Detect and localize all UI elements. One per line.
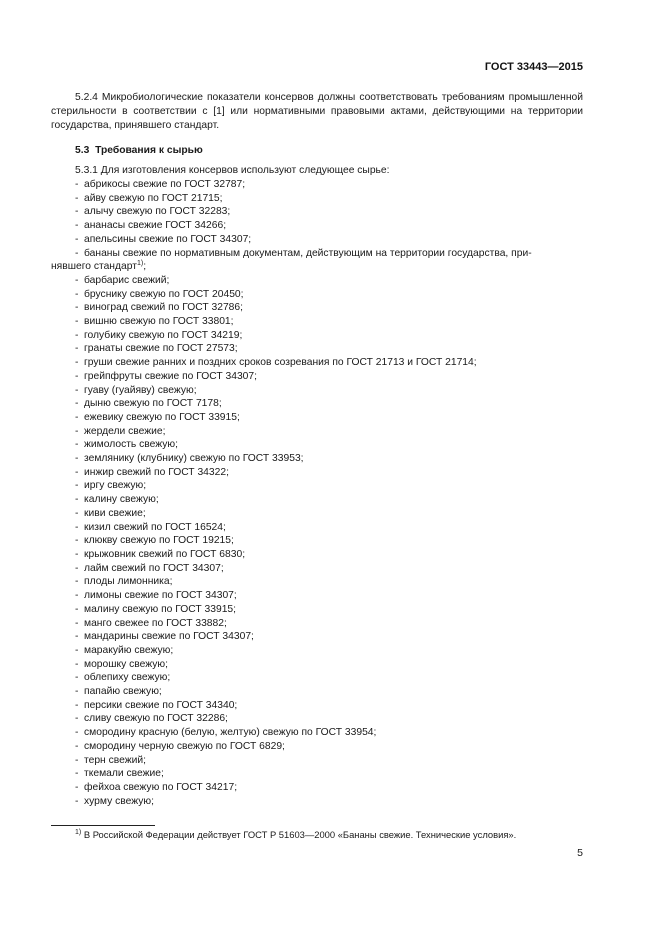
list-item <box>51 247 583 274</box>
list-item-text: бананы свежие по нормативным документам, действующим на территории государства, при- <box>84 247 532 259</box>
list-dash: - <box>75 398 79 410</box>
list-item <box>51 205 583 219</box>
list-item-text: землянику (клубнику) свежую по ГОСТ 33953; <box>84 453 304 465</box>
list-dash: - <box>75 179 79 191</box>
list-item-text: папайю свежую; <box>84 686 162 698</box>
footnote-divider <box>51 825 155 826</box>
list-item <box>51 411 583 425</box>
list-dash: - <box>75 535 79 547</box>
list-item-text: груши свежие ранних и поздних сроков созревания по ГОСТ 21713 и ГОСТ 21714; <box>84 357 477 369</box>
list-item <box>51 438 583 452</box>
list-item-text: кизил свежий по ГОСТ 16524; <box>84 521 226 533</box>
list-item <box>51 452 583 466</box>
list-item-text: гранаты свежие по ГОСТ 27573; <box>84 343 238 355</box>
list-item-text: дыню свежую по ГОСТ 7178; <box>84 398 222 410</box>
list-dash: - <box>75 425 79 437</box>
section-number: 5.3 <box>75 144 90 156</box>
list-item-text: вишню свежую по ГОСТ 33801; <box>84 316 234 328</box>
list-item-text: сливу свежую по ГОСТ 32286; <box>84 713 228 725</box>
list-item-text: лайм свежий по ГОСТ 34307; <box>84 562 224 574</box>
list-dash: - <box>75 781 79 793</box>
list-item-text: инжир свежий по ГОСТ 34322; <box>84 466 229 478</box>
list-item <box>51 726 583 740</box>
list-item <box>51 562 583 576</box>
list-item <box>51 507 583 521</box>
list-item-text: бруснику свежую по ГОСТ 20450; <box>84 288 244 300</box>
list-item-text: лимоны свежие по ГОСТ 34307; <box>84 590 237 602</box>
list-item <box>51 795 583 809</box>
paragraph-5-2-4: 5.2.4 Микробиологические показатели консервов должны соответствовать требованиям промышленной стерильности в соответствии с [1] или нормативными правовыми актами, действующими на территории государства, принявшего стандарт. <box>51 92 583 132</box>
list-item <box>51 479 583 493</box>
list-item-text: смородину красную (белую, желтую) свежую по ГОСТ 33954; <box>84 727 377 739</box>
list-dash: - <box>75 617 79 629</box>
list-item <box>51 521 583 535</box>
list-dash: - <box>75 220 79 232</box>
list-item-text: малину свежую по ГОСТ 33915; <box>84 603 237 615</box>
list-item-text: терн свежий; <box>84 754 146 766</box>
list-item <box>51 712 583 726</box>
list-item-text: плоды лимонника; <box>84 576 173 588</box>
list-dash: - <box>75 247 79 259</box>
list-item <box>51 288 583 302</box>
list-dash: - <box>75 206 79 218</box>
list-item <box>51 548 583 562</box>
list-dash: - <box>75 302 79 314</box>
list-item-text: айву свежую по ГОСТ 21715; <box>84 192 223 204</box>
list-item-text: грейпфруты свежие по ГОСТ 34307; <box>84 370 257 382</box>
list-item-text: мандарины свежие по ГОСТ 34307; <box>84 631 254 643</box>
document-header-standard-number: ГОСТ 33443—2015 <box>484 61 583 73</box>
list-dash: - <box>75 494 79 506</box>
list-item <box>51 274 583 288</box>
footnote <box>75 829 516 841</box>
list-dash: - <box>75 795 79 807</box>
continuation-text: нявшего стандарт <box>51 261 137 273</box>
list-item <box>51 575 583 589</box>
list-item-text: крыжовник свежий по ГОСТ 6830; <box>84 549 246 560</box>
list-item-text: манго свежее по ГОСТ 33882; <box>84 617 227 629</box>
list-dash: - <box>75 384 79 396</box>
list-dash: - <box>75 233 79 245</box>
section-heading-5-3 <box>51 144 583 158</box>
list-dash: - <box>75 466 79 478</box>
list-item-text: ежевику свежую по ГОСТ 33915; <box>84 411 240 423</box>
list-item-text: фейхоа свежую по ГОСТ 34217; <box>84 781 238 793</box>
list-item <box>51 192 583 206</box>
list-item-text: виноград свежий по ГОСТ 32786; <box>84 302 243 314</box>
list-item <box>51 233 583 247</box>
list-dash: - <box>75 521 79 533</box>
list-dash: - <box>75 658 79 670</box>
list-item <box>51 534 583 548</box>
list-item-text: жимолость свежую; <box>84 439 179 451</box>
list-item <box>51 384 583 398</box>
section-title: Требования к сырью <box>95 144 203 156</box>
list-item-text: облепиху свежую; <box>84 672 171 684</box>
list-dash: - <box>75 644 79 656</box>
raw-materials-list <box>51 178 583 808</box>
list-item-continuation: нявшего стандарт$^{1)}$; <box>51 260 147 273</box>
list-dash: - <box>75 274 79 286</box>
list-dash: - <box>75 590 79 602</box>
list-item <box>51 644 583 658</box>
list-item <box>51 699 583 713</box>
footnote-reference: 1) <box>136 260 144 268</box>
list-item <box>51 630 583 644</box>
list-dash: - <box>75 343 79 355</box>
list-dash: - <box>75 727 79 739</box>
list-item <box>51 301 583 315</box>
list-dash: - <box>75 411 79 423</box>
list-dash: - <box>75 754 79 766</box>
list-dash: - <box>75 603 79 615</box>
list-item-text: киви свежие; <box>84 507 146 519</box>
list-item <box>51 356 583 370</box>
list-dash: - <box>75 329 79 341</box>
list-dash: - <box>75 672 79 684</box>
list-item-text: ткемали свежие; <box>84 768 164 780</box>
list-item-text: ананасы свежие ГОСТ 34266; <box>84 220 227 232</box>
list-item-text: морошку свежую; <box>84 658 168 670</box>
list-item <box>51 219 583 233</box>
list-item-text: маракуйю свежую; <box>84 644 174 656</box>
list-item <box>51 767 583 781</box>
list-item <box>51 603 583 617</box>
list-dash: - <box>75 768 79 780</box>
list-item <box>51 671 583 685</box>
list-item <box>51 466 583 480</box>
list-item-text: голубику свежую по ГОСТ 34219; <box>84 329 243 341</box>
list-dash: - <box>75 576 79 588</box>
list-dash: - <box>75 192 79 204</box>
list-dash: - <box>75 740 79 752</box>
list-item <box>51 493 583 507</box>
list-item-text: гуаву (гуайяву) свежую; <box>84 384 197 396</box>
list-item <box>51 658 583 672</box>
list-dash: - <box>75 507 79 519</box>
list-item <box>51 397 583 411</box>
list-item-text: абрикосы свежие по ГОСТ 32787; <box>84 179 246 191</box>
document-body <box>51 91 583 808</box>
footnote-marker: 1) <box>75 829 82 836</box>
list-item <box>51 370 583 384</box>
list-item-text: алычу свежую по ГОСТ 32283; <box>84 206 231 218</box>
list-item-text: смородину черную свежую по ГОСТ 6829; <box>84 740 285 752</box>
list-item-text: барбарис свежий; <box>84 274 170 286</box>
list-dash: - <box>75 439 79 451</box>
list-item <box>51 315 583 329</box>
list-dash: - <box>75 480 79 492</box>
list-item <box>51 754 583 768</box>
list-item-text: хурму свежую; <box>84 795 154 807</box>
list-item-text: клюкву свежую по ГОСТ 19215; <box>84 535 234 547</box>
list-item <box>51 740 583 754</box>
paragraph-5-3-1: 5.3.1 Для изготовления консервов используют следующее сырье: <box>75 164 390 176</box>
list-item-text: жердели свежие; <box>84 425 166 437</box>
list-item <box>51 178 583 192</box>
list-dash: - <box>75 357 79 369</box>
list-dash: - <box>75 713 79 725</box>
list-dash: - <box>75 288 79 300</box>
list-item <box>51 685 583 699</box>
list-dash: - <box>75 370 79 382</box>
list-item-text: апельсины свежие по ГОСТ 34307; <box>84 233 252 245</box>
list-item-text: персики свежие по ГОСТ 34340; <box>84 699 238 711</box>
list-dash: - <box>75 562 79 574</box>
list-item-text: иргу свежую; <box>84 480 147 492</box>
page-number: 5 <box>577 847 583 859</box>
list-dash: - <box>75 316 79 328</box>
list-dash: - <box>75 453 79 465</box>
list-item <box>51 329 583 343</box>
list-item <box>51 589 583 603</box>
list-dash: - <box>75 699 79 711</box>
list-item <box>51 781 583 795</box>
list-item-text: калину свежую; <box>84 494 159 506</box>
list-dash: - <box>75 686 79 698</box>
list-item <box>51 425 583 439</box>
list-dash: - <box>75 631 79 643</box>
list-dash: - <box>75 549 79 560</box>
footnote-text: В Российской Федерации действует ГОСТ Р 51603—2000 «Бананы свежие. Технические условия». <box>83 829 517 840</box>
list-item <box>51 342 583 356</box>
list-item <box>51 617 583 631</box>
